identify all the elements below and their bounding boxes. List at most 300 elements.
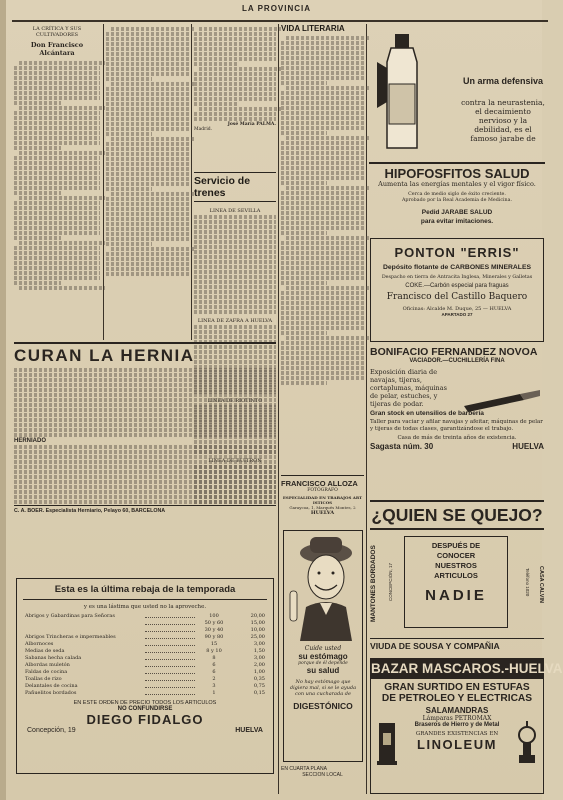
ad-tagline: Aumenta las energías mentales y el vigor físico. — [378, 180, 536, 188]
text-line — [106, 92, 189, 96]
price-original: 6 — [212, 669, 216, 675]
ad-apartado: APARTADO 27 — [441, 312, 473, 317]
text-line — [286, 136, 369, 140]
text-line — [14, 251, 100, 255]
ad-nadie-word: NADIE — [425, 587, 487, 604]
text-line — [281, 156, 364, 160]
text-line — [281, 226, 364, 230]
ad-quien-se-quejo — [370, 500, 544, 530]
ad-address: Sagasta núm. 30 — [370, 442, 434, 451]
text-line — [194, 255, 276, 259]
text-line — [194, 295, 276, 299]
text-line — [281, 51, 364, 55]
text-line — [14, 111, 100, 115]
text-line — [199, 67, 281, 71]
text-line — [281, 251, 364, 255]
price-original: 3 — [212, 683, 216, 689]
text-line — [286, 86, 369, 90]
price-row — [25, 620, 265, 627]
ad-line: Despacho en tierra de Antracita Inglesa, Minerales y Galletas — [381, 275, 533, 280]
text-line — [194, 280, 276, 284]
price-table — [17, 613, 273, 697]
train-line-heading: LINEA DE RIOTINTO — [207, 398, 263, 404]
price-sale: 0,15 — [253, 690, 265, 696]
text-line — [106, 57, 189, 61]
text-line — [281, 141, 364, 145]
ad-body: No hay estómago que digiera mal, si se le ayuda con una cucharada de — [289, 679, 357, 697]
article-body — [14, 61, 100, 290]
text-line — [281, 111, 364, 115]
ad-cta-2: para evitar imitaciones. — [420, 218, 494, 225]
ad-body — [14, 368, 276, 437]
text-line — [281, 221, 364, 225]
text-line — [106, 162, 189, 166]
text-line — [194, 240, 276, 244]
text-line — [194, 235, 276, 239]
text-line — [281, 101, 364, 105]
text-line — [194, 265, 276, 269]
column-article-2 — [106, 26, 189, 340]
text-line — [281, 371, 364, 375]
text-line — [281, 206, 364, 210]
price-row — [25, 613, 265, 620]
text-line — [111, 82, 194, 86]
price-row — [25, 683, 265, 690]
text-line — [281, 41, 364, 45]
price-item: Sabanas hecha calada — [25, 655, 82, 661]
text-line — [106, 102, 189, 106]
text-line — [281, 231, 327, 235]
text-line — [14, 201, 100, 205]
photographer-name: FRANCISCO ALLOZA — [281, 479, 358, 488]
text-line — [194, 82, 276, 86]
product-name: HIPOFOSFITOS SALUD — [369, 162, 545, 181]
ad-subline: porque de él depende — [298, 661, 348, 666]
text-line — [111, 137, 194, 141]
price-sale: 1,00 — [253, 669, 265, 675]
text-line — [14, 423, 276, 427]
text-line — [281, 81, 327, 85]
text-line — [194, 92, 276, 96]
text-line — [14, 86, 100, 90]
text-line — [14, 161, 100, 165]
text-line — [194, 97, 276, 101]
text-line — [281, 296, 364, 300]
text-line — [14, 126, 100, 130]
text-line — [14, 450, 276, 454]
ad-title: PONTON "ERRIS" — [394, 245, 520, 260]
text-line — [106, 32, 189, 36]
text-line — [106, 172, 189, 176]
text-line — [281, 346, 364, 350]
text-line — [194, 215, 276, 219]
price-original: 1 — [212, 690, 216, 696]
price-item: Delantales de cocina — [25, 683, 78, 689]
text-line — [106, 147, 189, 151]
text-line — [194, 310, 276, 314]
text-line — [14, 388, 276, 392]
text-line — [14, 445, 276, 449]
text-line — [106, 107, 189, 111]
ad-subtitle: VACIADOR.—CUCHILLERÍA FINA — [409, 358, 505, 364]
text-line — [14, 116, 100, 120]
article-kicker: LA CRÍTICA Y SUS CULTIVADORES — [32, 26, 82, 38]
text-line — [14, 96, 100, 100]
text-line — [281, 321, 364, 325]
ad-approval: Cerca de medio siglo de éxito creciente. Aprobado por la Real Academia de Medicina. — [401, 192, 513, 203]
text-line — [194, 47, 276, 51]
price-original: 90 y 80 — [204, 634, 224, 640]
text-line — [14, 378, 276, 382]
price-sale: 10,00 — [250, 627, 265, 633]
text-line — [14, 428, 276, 432]
text-line — [14, 495, 276, 499]
text-line — [194, 300, 276, 304]
ad-title: BONIFACIO FERNANDEZ NOVOA — [370, 346, 538, 358]
text-line — [14, 433, 276, 437]
ad-digestonico — [283, 530, 363, 762]
ad-rebaja-warning: NO CONFUNDIRSE — [117, 706, 173, 712]
price-original: 8 — [212, 655, 216, 661]
text-line — [14, 211, 100, 215]
text-line — [14, 480, 276, 484]
text-line — [14, 470, 276, 474]
text-line — [14, 221, 100, 225]
price-sale: 0,75 — [253, 683, 265, 689]
text-line — [281, 281, 327, 285]
text-line — [281, 61, 364, 65]
text-line — [194, 275, 276, 279]
train-line-heading: LINEA DE BUITRON — [208, 458, 262, 464]
text-line — [19, 196, 105, 200]
ad-headline: VIUDA DE SOUSA Y COMPAÑIA — [370, 641, 500, 651]
article-heading: Don Francisco Alcántara — [30, 41, 84, 57]
ad-line: Depósito flotante de CARBONES MINERALES — [382, 264, 532, 271]
text-line — [14, 500, 276, 504]
price-sale: 15,00 — [250, 620, 265, 626]
ad-viuda-sousa — [370, 638, 544, 654]
text-line — [106, 87, 189, 91]
ad-curan-hernia — [14, 342, 276, 577]
page-header — [12, 0, 548, 22]
price-original: 8 y 10 — [206, 648, 222, 654]
text-line — [106, 52, 189, 56]
ad-city: HUELVA — [512, 442, 544, 451]
text-line — [14, 131, 100, 135]
ad-line: GRAN SURTIDO EN ESTUFAS — [384, 682, 530, 693]
ad-title: CURAN LA HERNIA — [14, 346, 195, 365]
ad-line: DESPUÉS DE CONOCER NUESTROS ARTICULOS — [431, 541, 481, 580]
text-line — [194, 102, 239, 106]
price-row — [25, 662, 265, 669]
razor-illustration — [462, 386, 542, 416]
owner-name: Francisco del Castillo Baquero — [386, 292, 528, 302]
text-line — [281, 276, 364, 280]
ad-ponton-erris — [370, 238, 544, 342]
text-line — [281, 96, 364, 100]
ad-address: Oficinas: Alcalde M. Duque, 25 — HUELVA — [402, 306, 512, 312]
price-sale: 25,00 — [250, 634, 265, 640]
text-line — [106, 122, 189, 126]
text-line — [14, 373, 276, 377]
column-rule — [103, 24, 104, 340]
text-line — [281, 151, 364, 155]
text-line — [111, 192, 194, 196]
text-line — [281, 126, 364, 130]
text-line — [281, 211, 364, 215]
text-line — [19, 286, 105, 290]
ad-concepcion: CONCEPCIÓN, 17 — [388, 563, 393, 602]
price-original: 30 y 40 — [204, 627, 224, 633]
article-body — [194, 27, 276, 121]
article-byline: José María PALMA. — [227, 122, 276, 127]
text-line — [281, 291, 364, 295]
text-line — [106, 267, 189, 271]
text-line — [281, 76, 364, 80]
text-line — [14, 171, 100, 175]
text-line — [106, 252, 189, 256]
smiling-man-illustration — [284, 531, 362, 641]
text-line — [14, 226, 100, 230]
article-body — [106, 27, 189, 276]
text-line — [106, 152, 189, 156]
text-line — [194, 42, 276, 46]
text-line — [194, 37, 276, 41]
text-line — [281, 121, 364, 125]
text-line — [281, 361, 364, 365]
text-line — [14, 156, 100, 160]
text-line — [194, 325, 276, 329]
price-row — [25, 669, 265, 676]
text-line — [281, 176, 364, 180]
text-line — [106, 227, 189, 231]
text-line — [106, 187, 152, 191]
price-row — [25, 655, 265, 662]
price-item: Albornoces — [25, 641, 54, 647]
photographer-role: FOTÓGRAFO — [307, 488, 338, 493]
ad-nadie — [370, 532, 544, 636]
store-city: HUELVA — [235, 727, 263, 734]
text-line — [106, 37, 189, 41]
photographer-address: Garaycoa, 1, Marqués Montes, 2 — [289, 505, 356, 510]
text-line — [106, 207, 189, 211]
text-line — [106, 202, 189, 206]
text-line — [106, 217, 189, 221]
text-line — [286, 186, 369, 190]
text-line — [106, 182, 189, 186]
text-line — [281, 106, 364, 110]
text-line — [106, 197, 189, 201]
text-line — [281, 256, 364, 260]
ad-bonifacio — [370, 346, 544, 496]
text-line — [106, 272, 189, 276]
text-line — [194, 220, 276, 224]
ad-cta: Pedid JARABE SALUD — [421, 209, 493, 216]
ad-headline: ¿QUIEN SE QUEJO? — [371, 505, 543, 525]
text-line — [14, 101, 61, 105]
text-line — [14, 231, 100, 235]
text-line — [281, 66, 364, 70]
text-line — [14, 281, 61, 285]
ad-body: contra la neurastenia, el decaimiento nervioso y la debilidad, es el famoso jarabe de — [461, 98, 545, 143]
text-line — [281, 306, 364, 310]
ad-lead: Un arma defensiva — [462, 76, 544, 86]
text-line — [281, 181, 327, 185]
ad-alloza — [281, 475, 364, 527]
text-line — [281, 366, 364, 370]
text-line — [194, 87, 276, 91]
price-item: Pañuelitos bordados — [25, 690, 77, 696]
text-line — [281, 376, 364, 380]
text-line — [111, 247, 194, 251]
text-line — [14, 71, 100, 75]
ad-coke: COKE.—Carbón especial para fraguas — [405, 283, 509, 289]
ad-side-label: MANTONES BORDADOS — [370, 545, 377, 623]
store-address: Concepción, 19 — [27, 727, 76, 734]
article-byline-place: Madrid. — [194, 127, 213, 132]
train-line-heading: LINEA DE SEVILLA — [209, 208, 261, 214]
text-line — [194, 62, 239, 66]
text-line — [194, 117, 276, 121]
train-schedule-title: Servicio de trenes — [194, 172, 276, 202]
text-line — [106, 232, 189, 236]
column-rule — [191, 24, 192, 340]
text-line — [281, 266, 364, 270]
ad-rebaja-footer: EN ESTE ORDEN DE PRECIO TODOS LOS ARTICULOS — [73, 700, 217, 706]
price-item: Abrigos Trincheras e impermeables — [25, 634, 116, 640]
text-line — [281, 246, 364, 250]
text-line — [194, 285, 276, 289]
text-line — [14, 146, 61, 150]
newspaper-title: LA PROVINCIA — [242, 4, 312, 13]
text-line — [106, 222, 189, 226]
page-footer — [281, 766, 364, 794]
text-line — [14, 166, 100, 170]
ad-phone: Teléfono 1020 — [525, 567, 530, 597]
ad-line: DE PETROLEO Y ELECTRICAS — [381, 693, 533, 704]
text-line — [281, 56, 364, 60]
photographer-city: HUELVA — [310, 510, 335, 516]
ad-company: C. A. BOER. Especialista Herniario, Pelayo 60, BARCELONA — [14, 505, 276, 514]
text-line — [14, 246, 100, 250]
text-line — [14, 121, 100, 125]
text-line — [14, 81, 100, 85]
text-line — [194, 305, 276, 309]
text-line — [106, 62, 189, 66]
price-item: Medias de seda — [25, 648, 65, 654]
text-line — [14, 256, 100, 260]
price-row — [25, 634, 265, 641]
ad-headline-2: su salud — [306, 666, 340, 675]
ad-lead: Cuide usted — [304, 645, 342, 652]
text-line — [281, 311, 364, 315]
ad-rebaja-title: Esta es la última rebaja de la temporada — [54, 584, 236, 595]
ad-linoleum: LINOLEUM — [417, 737, 497, 752]
text-line — [14, 206, 100, 210]
text-line — [106, 77, 152, 81]
text-line — [194, 270, 276, 274]
text-line — [281, 131, 327, 135]
ad-body — [14, 445, 276, 504]
text-line — [14, 408, 276, 412]
price-original: 50 y 60 — [204, 620, 224, 626]
text-line — [14, 490, 276, 494]
train-line-heading: LINEA DE ZAFRA A HUELVA — [197, 318, 273, 324]
section-title: VIDA LITERARIA — [281, 24, 345, 33]
column-vida-literaria — [281, 24, 364, 471]
text-line — [14, 66, 100, 70]
price-item: Toallas de rizo — [25, 676, 62, 682]
text-line — [194, 230, 276, 234]
text-line — [106, 127, 189, 131]
ad-line: Lámparas PETROMAX — [422, 715, 492, 722]
text-line — [106, 67, 189, 71]
text-line — [199, 27, 281, 31]
text-line — [281, 301, 364, 305]
text-line — [19, 151, 105, 155]
text-line — [106, 167, 189, 171]
ad-body: Exposición diaria de navajas, tijeras, cortaplumas, máquinas de pelar, estuches, y tijeras de podar. — [370, 368, 447, 408]
text-line — [194, 335, 276, 339]
lamp-illustration — [515, 719, 539, 767]
text-line — [14, 266, 100, 270]
text-line — [194, 330, 276, 334]
price-sale: 3,00 — [253, 641, 265, 647]
text-line — [106, 212, 189, 216]
text-line — [14, 403, 276, 407]
text-line — [106, 47, 189, 51]
text-line — [194, 77, 276, 81]
text-line — [19, 241, 105, 245]
text-line — [106, 117, 189, 121]
text-line — [286, 36, 369, 40]
text-line — [14, 141, 100, 145]
text-line — [14, 91, 100, 95]
text-line — [14, 186, 100, 190]
text-line — [199, 107, 281, 111]
text-line — [281, 261, 364, 265]
text-line — [106, 42, 189, 46]
text-line — [194, 290, 276, 294]
text-line — [14, 236, 61, 240]
text-line — [106, 262, 189, 266]
text-line — [281, 356, 364, 360]
text-line — [194, 52, 276, 56]
text-line — [106, 72, 189, 76]
photographer-specialty: ESPECIALIDAD EN TRABAJOS ART ISTICOS — [282, 495, 363, 505]
text-line — [281, 241, 364, 245]
store-name: DIEGO FIDALGO — [86, 712, 204, 727]
text-line — [281, 116, 364, 120]
price-item: Abrigos y Gabardinas para Señoras — [25, 613, 115, 619]
text-line — [281, 326, 364, 330]
text-line — [106, 157, 189, 161]
text-line — [281, 351, 364, 355]
text-line — [281, 71, 364, 75]
text-line — [14, 368, 276, 372]
text-line — [281, 166, 364, 170]
text-line — [14, 455, 276, 459]
text-line — [194, 245, 276, 249]
column-critica — [14, 26, 100, 340]
text-line — [106, 257, 189, 261]
text-line — [106, 177, 189, 181]
text-line — [14, 383, 276, 387]
text-line — [281, 161, 364, 165]
text-line — [19, 61, 105, 65]
text-line — [281, 331, 327, 335]
price-row — [25, 690, 265, 697]
